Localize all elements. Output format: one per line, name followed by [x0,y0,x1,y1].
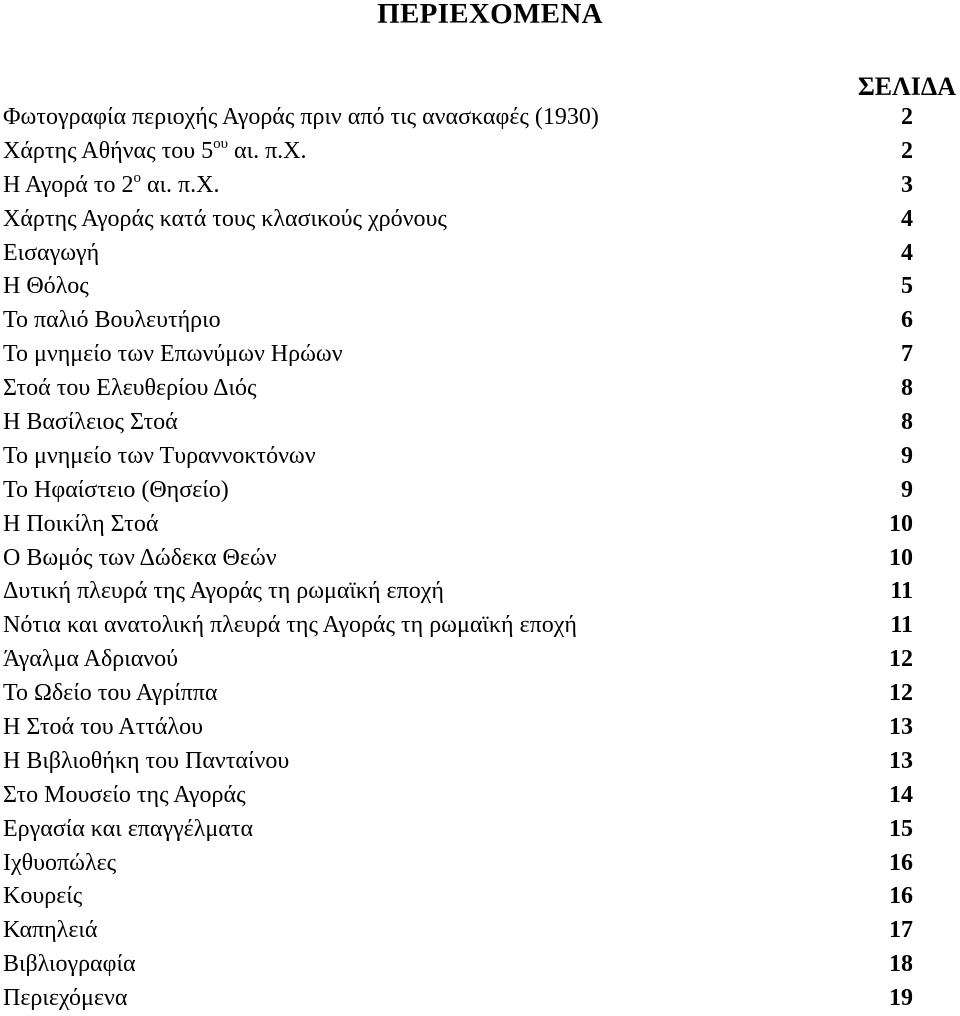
toc-entry [3,169,913,203]
toc-entry-page-number: 2 [901,137,913,164]
toc-entry-page-number: 14 [889,781,913,808]
toc-entry-title-superscript: ο [133,169,141,186]
toc-entry-page-number: 5 [901,273,913,300]
toc-entry-page-number: 10 [889,510,913,537]
toc-entry [3,406,913,440]
toc-entry-title: Δυτική πλευρά της Αγοράς τη ρωμαϊκή εποχή [3,578,444,605]
toc-entry-page-number: 4 [901,239,913,266]
toc-entry-title-text: Χάρτης Αθήνας του 5 [3,137,214,164]
toc-entry [3,813,913,847]
toc-entry-page-number: 9 [901,476,913,503]
toc-entry-title: Το μνημείο των Τυραννοκτόνων [3,442,316,469]
toc-entry-title: Το Ωδείο του Αγρίππα [3,680,218,707]
table-of-contents [3,101,913,1016]
toc-entry-title: Στοά του Ελευθερίου Διός [3,375,257,402]
toc-entry-title: Η Βασίλειος Στοά [3,409,178,436]
toc-entry-page-number: 8 [901,375,913,402]
toc-entry-title-text: αι. π.Χ. [141,171,220,198]
toc-entry-title: Περιεχόμενα [3,985,128,1012]
toc-entry-page-number: 16 [889,883,913,910]
toc-entry-title: Η Στοά του Αττάλου [3,714,204,741]
toc-entry [3,575,913,609]
toc-entry-page-number: 13 [889,747,913,774]
toc-entry [3,338,913,372]
toc-entry [3,609,913,643]
toc-entry [3,474,913,508]
toc-entry [3,880,913,914]
toc-entry [3,101,913,135]
toc-entry-page-number: 3 [901,171,913,198]
toc-entry-title: Εισαγωγή [3,239,100,266]
toc-entry [3,914,913,948]
toc-entry-page-number: 11 [890,578,913,605]
toc-entry-page-number: 19 [889,985,913,1012]
toc-entry [3,711,913,745]
toc-entry [3,779,913,813]
toc-entry-page-number: 8 [901,409,913,436]
toc-entry-title: Το παλιό Βουλευτήριο [3,307,221,334]
page-title: ΠΕΡΙΕΧΟΜΕΝΑ [377,0,603,30]
toc-entry-page-number: 10 [889,544,913,571]
toc-entry-title-text: Η Αγορά το 2 [3,171,134,198]
toc-entry-title-text: αι. π.Χ. [228,137,307,164]
toc-entry-page-number: 16 [889,849,913,876]
toc-entry-page-number: 6 [901,307,913,334]
toc-entry-title: Άγαλμα Αδριανού [3,646,178,673]
page-column-header: ΣΕΛΙΔΑ [857,72,956,101]
toc-entry-page-number: 13 [889,714,913,741]
toc-entry [3,237,913,271]
toc-entry [3,847,913,881]
toc-entry [3,372,913,406]
toc-entry-title [3,169,220,198]
toc-entry-title: Η Θόλος [3,273,89,300]
toc-entry-page-number: 11 [890,612,913,639]
toc-entry [3,135,913,169]
toc-entry [3,677,913,711]
toc-entry-title: Το μνημείο των Επωνύμων Ηρώων [3,341,343,368]
toc-entry-page-number: 9 [901,442,913,469]
toc-entry [3,508,913,542]
toc-entry-title: Καπηλειά [3,917,98,944]
toc-entry [3,982,913,1016]
toc-entry [3,270,913,304]
toc-entry [3,948,913,982]
toc-entry-title: Νότια και ανατολική πλευρά της Αγοράς τη ρωμαϊκή εποχή [3,612,577,639]
toc-entry-title: Το Ηφαίστειο (Θησείο) [3,476,229,503]
toc-entry [3,542,913,576]
toc-entry-title: Χάρτης Αγοράς κατά τους κλασικούς χρόνους [3,205,447,232]
toc-entry-title-superscript: ου [213,135,229,152]
toc-entry-title: Φωτογραφία περιοχής Αγοράς πριν από τις ανασκαφές (1930) [3,104,599,130]
toc-entry-page-number: 15 [889,815,913,842]
toc-entry-title: Εργασία και επαγγέλματα [3,815,254,842]
toc-entry-title: Ιχθυοπώλες [3,849,117,876]
toc-entry [3,203,913,237]
toc-entry-page-number: 7 [901,341,913,368]
toc-entry-page-number: 2 [901,104,913,130]
toc-entry [3,304,913,338]
toc-entry-title: Η Ποικίλη Στοά [3,510,159,537]
toc-entry-page-number: 4 [901,205,913,232]
toc-entry [3,745,913,779]
toc-entry-page-number: 18 [889,951,913,978]
toc-entry-title: Η Βιβλιοθήκη του Πανταίνου [3,747,290,774]
toc-entry-page-number: 12 [889,646,913,673]
toc-entry [3,440,913,474]
toc-entry-page-number: 17 [889,917,913,944]
toc-entry-page-number: 12 [889,680,913,707]
toc-entry-title: Βιβλιογραφία [3,951,136,978]
toc-entry-title: Στο Μουσείο της Αγοράς [3,781,246,808]
toc-entry-title: Ο Βωμός των Δώδεκα Θεών [3,544,277,571]
toc-entry-title [3,135,307,164]
toc-entry [3,643,913,677]
toc-entry-title: Κουρείς [3,883,83,910]
